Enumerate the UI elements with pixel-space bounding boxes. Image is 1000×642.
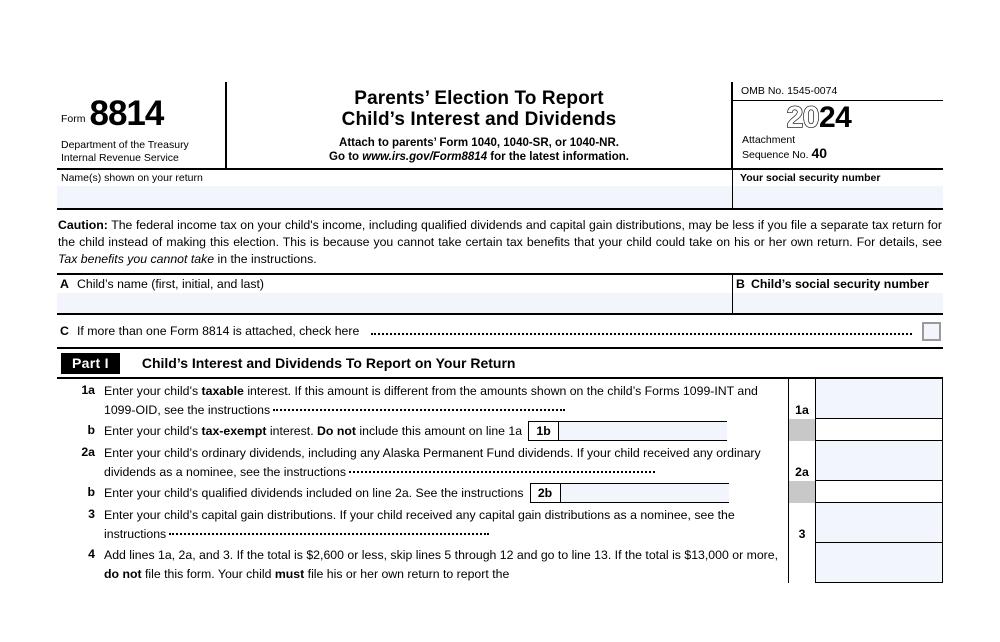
- goto-prefix: Go to: [329, 151, 363, 163]
- line-3-amount-cell[interactable]: [816, 503, 943, 543]
- line-2a-amount-cell[interactable]: [816, 441, 943, 481]
- line-1b-subbox[interactable]: [528, 421, 727, 441]
- line-items: [57, 379, 943, 583]
- child-identification-row: [57, 275, 943, 315]
- line-1b-amount-input[interactable]: [559, 422, 727, 440]
- line-1b-amount-spacer: [816, 419, 943, 441]
- line-2b-shaded-cell: [788, 481, 816, 503]
- tax-year-century: 20: [786, 101, 819, 134]
- line-1a-amount-cell[interactable]: [816, 379, 943, 419]
- line-2b-subbox[interactable]: [530, 483, 729, 503]
- row-c-label: If more than one Form 8814 is attached, check here: [77, 324, 360, 339]
- line-4-bold-2: must: [274, 566, 305, 581]
- line-4-amount-cell[interactable]: [816, 543, 943, 583]
- caution-paragraph: [57, 210, 943, 275]
- line-1a-col-number: 1a: [788, 379, 816, 419]
- line-2b-amount-input[interactable]: [561, 484, 729, 502]
- attachment-sequence-row: [742, 144, 943, 162]
- line-4-bold-1: do not: [104, 566, 142, 581]
- child-name-label-text: Child’s name (first, initial, and last): [77, 277, 265, 292]
- irs-form-8814: [57, 82, 943, 642]
- part-1-tag: Part I: [61, 353, 120, 374]
- line-1b-text-wrap: [104, 422, 522, 441]
- line-1a-number: 1a: [81, 383, 95, 398]
- caution-text-1: The federal income tax on your child's income, including qualified dividends and capital gain distributions, may be less if you file a separate tax return for the child instead of making this election. This is because you cannot take certain tax benefits that your child could take on his or her own return. For details, see: [58, 218, 942, 249]
- line-2a-col-number: 2a: [788, 441, 816, 481]
- form-word-label: Form: [61, 113, 86, 125]
- line-4-text: [104, 543, 788, 583]
- row-c-leader-dots: [371, 333, 912, 335]
- row-c-multiple-forms: [57, 315, 943, 349]
- form-title-line-1: Parents’ Election To Report: [354, 88, 604, 109]
- line-4-text-3: file his or her own return to report the: [304, 566, 510, 581]
- names-field-cell[interactable]: [57, 170, 733, 208]
- line-4-number: 4: [88, 547, 95, 562]
- line-4-amount-input[interactable]: [816, 543, 942, 583]
- line-3-number: 3: [88, 507, 95, 522]
- line-2a-leader-dots: [349, 471, 655, 473]
- part-1-header: [57, 349, 943, 379]
- line-1a-leader-dots: [273, 409, 565, 411]
- line-3-row: [57, 503, 943, 543]
- line-1b-row: [57, 419, 943, 441]
- form-number: 8814: [89, 93, 164, 133]
- line-1a-text-2: interest. If this amount is different from the amounts shown on the child’s Forms 1099-INT and 1099-OID, see the instructions: [104, 384, 758, 417]
- line-1b-amount-blank: [816, 419, 942, 441]
- line-1a-text: [104, 379, 788, 419]
- line-3-amount-input[interactable]: [816, 503, 942, 543]
- line-1b-shaded-cell: [788, 419, 816, 441]
- line-2b-amount-spacer: [816, 481, 943, 503]
- line-1a-row: [57, 379, 943, 419]
- line-1b-text: [104, 419, 788, 441]
- names-input[interactable]: [57, 186, 732, 208]
- line-4-text-1: Add lines 1a, 2a, and 3. If the total is $2,600 or less, skip lines 5 through 12 and go to line 13. If the total is $13,000 or more,: [104, 548, 779, 563]
- line-4-row: [57, 543, 943, 583]
- tax-year-short: 24: [819, 101, 852, 134]
- department-line-1: Department of the Treasury: [61, 139, 189, 151]
- omb-block: [733, 82, 943, 168]
- line-1b-text-1: Enter your child’s: [104, 423, 202, 438]
- multiple-forms-checkbox[interactable]: [922, 322, 941, 341]
- form-identity-block: [57, 82, 227, 168]
- line-1b-text-2: interest.: [266, 423, 318, 438]
- child-name-cell[interactable]: [57, 275, 733, 313]
- attachment-sequence-number: 40: [811, 144, 828, 161]
- form-header: [57, 82, 943, 170]
- line-1b-bold-2: Do not: [317, 423, 356, 438]
- line-2b-text: [104, 481, 788, 503]
- line-4-text-2: file this form. Your child: [141, 566, 275, 581]
- line-2a-amount-input[interactable]: [816, 441, 942, 481]
- line-2a-text-1: Enter your child’s ordinary dividends, including any Alaska Permanent Fund dividends. If your child received any ordinary dividends as a nominee, see the instructions: [104, 446, 761, 479]
- child-name-label: [57, 275, 732, 293]
- line-3-col-number: 3: [788, 503, 816, 543]
- line-1b-text-3: include this amount on line 1a: [355, 423, 523, 438]
- goto-suffix: for the latest information.: [487, 151, 629, 163]
- child-name-input[interactable]: [57, 293, 732, 313]
- form-title-line-2: Child’s Interest and Dividends: [341, 109, 617, 130]
- caution-label: Caution:: [58, 218, 108, 232]
- line-2b-col-number: 2b: [531, 484, 561, 502]
- line-3-text: [104, 503, 788, 543]
- child-ssn-label-text: Child’s social security number: [751, 277, 929, 292]
- line-1a-bold-1: taxable: [201, 384, 244, 399]
- line-2a-text: [104, 441, 788, 481]
- line-1a-amount-input[interactable]: [816, 379, 942, 419]
- line-2b-text-1: Enter your child’s qualified dividends included on line 2a. See the instructions: [104, 485, 524, 500]
- attachment-label: Attachment: [742, 134, 796, 146]
- ssn-input[interactable]: [733, 186, 943, 208]
- line-2a-row: [57, 441, 943, 481]
- row-letter-a: A: [60, 277, 69, 292]
- line-3-leader-dots: [169, 533, 489, 535]
- omb-number: OMB No. 1545-0074: [733, 82, 943, 101]
- line-2a-number: 2a: [81, 445, 95, 460]
- ssn-field-cell[interactable]: [733, 170, 943, 208]
- child-ssn-input[interactable]: [733, 293, 943, 313]
- caution-text-2: in the instructions.: [214, 251, 317, 266]
- line-3-text-1: Enter your child’s capital gain distributions. If your child received any capital gain distributions as a nominee, see the instructions: [104, 508, 735, 541]
- line-2b-row: [57, 481, 943, 503]
- line-4-col-number: [788, 543, 816, 583]
- child-ssn-cell[interactable]: [733, 275, 943, 313]
- line-2b-amount-blank: [816, 481, 942, 503]
- part-1-title: Child’s Interest and Dividends To Report on Your Return: [141, 355, 516, 372]
- line-1b-number: b: [87, 423, 95, 438]
- row-letter-c: C: [60, 324, 69, 339]
- department-line-2: Internal Revenue Service: [61, 151, 179, 164]
- ssn-field-label: Your social security number: [740, 172, 881, 184]
- caution-italic-reference: Tax benefits you cannot take: [58, 251, 215, 266]
- tax-year: [741, 102, 943, 134]
- irs-url-link[interactable]: www.irs.gov/Form8814: [362, 151, 488, 163]
- names-field-label: Name(s) shown on your return: [61, 172, 203, 184]
- line-1b-col-number: 1b: [529, 422, 559, 440]
- form-attach-instruction: Attach to parents’ Form 1040, 1040-SR, or 1040-NR.: [339, 137, 619, 149]
- form-title-block: [227, 82, 733, 168]
- line-2b-number: b: [87, 485, 95, 500]
- row-letter-b: B: [736, 277, 745, 292]
- line-1b-bold-1: tax-exempt: [201, 423, 267, 438]
- form-goto-instruction: [227, 150, 731, 164]
- child-ssn-label: [733, 275, 943, 293]
- line-1a-text-1: Enter your child’s: [104, 384, 202, 399]
- attachment-sequence-label: Sequence No.: [742, 148, 809, 161]
- taxpayer-identification-row: [57, 170, 943, 210]
